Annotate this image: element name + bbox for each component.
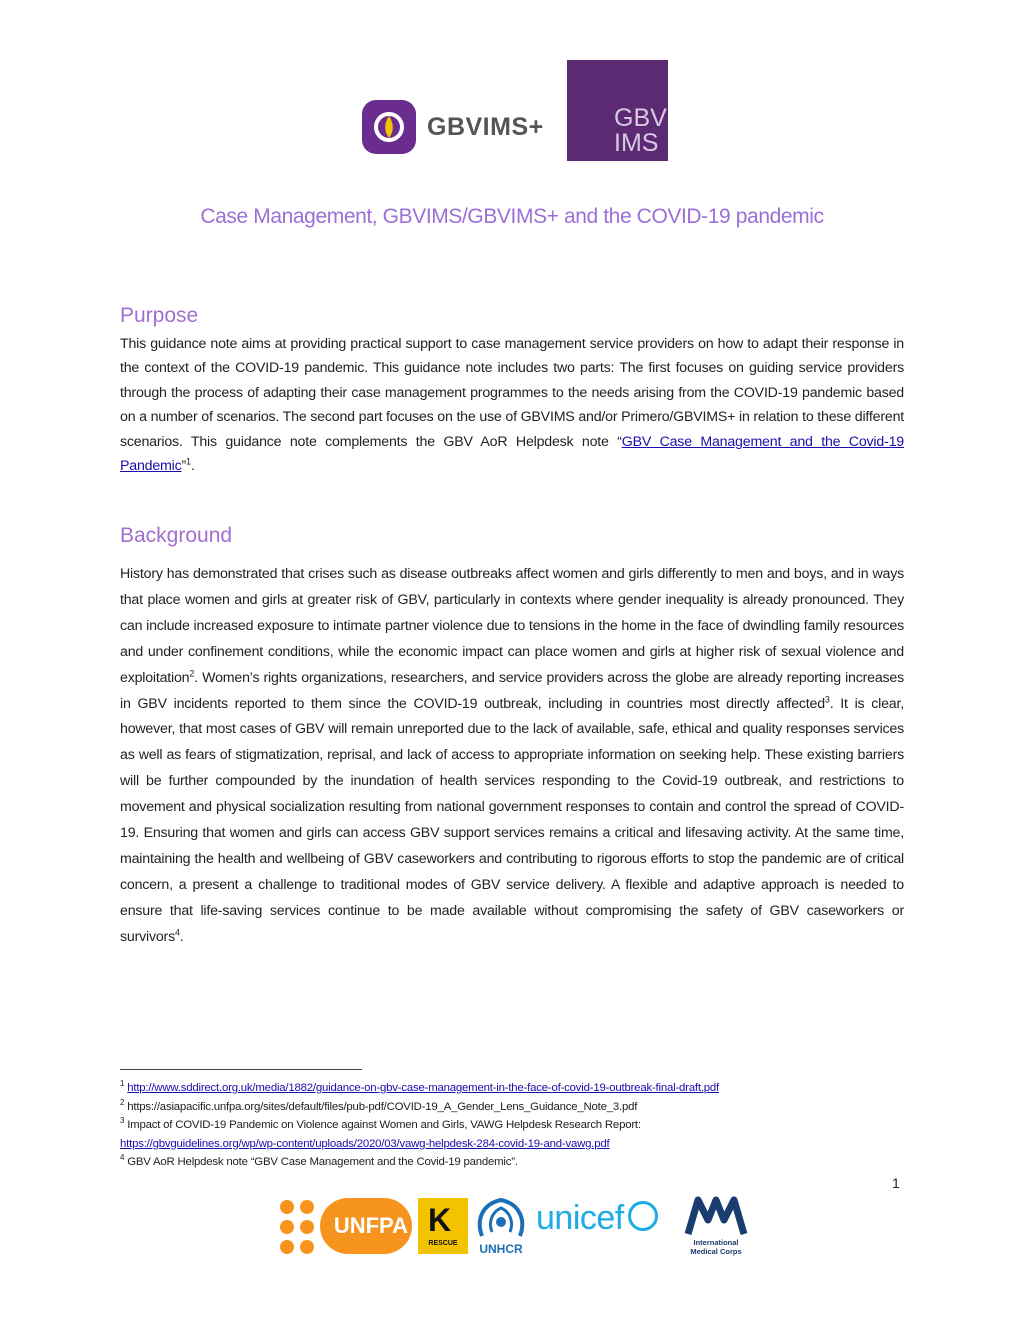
unhcr-logo xyxy=(472,1196,530,1258)
footnote-ref[interactable]: 4 xyxy=(174,926,180,937)
gbvims-logo-line1: GBV xyxy=(614,104,667,132)
footnote-number: 1 xyxy=(120,1079,125,1089)
gbvims-plus-logo xyxy=(362,99,544,155)
unicef-logo xyxy=(536,1198,658,1238)
unfpa-logo: UNFPA xyxy=(320,1198,412,1254)
background-heading: Background xyxy=(120,524,233,547)
unicef-wordmark: unicef xyxy=(536,1199,624,1237)
irc-k-icon: K xyxy=(428,1202,452,1238)
imc-label: International Medical Corps xyxy=(690,1238,742,1256)
gbvims-logo-line2: IMS xyxy=(614,129,659,157)
purpose-quote-close: ” xyxy=(181,458,187,475)
unhcr-label: UNHCR xyxy=(479,1242,523,1256)
irc-label: RESCUE xyxy=(428,1240,458,1247)
background-text: . xyxy=(179,928,184,945)
unhcr-hands-icon xyxy=(472,1196,530,1242)
footnote-3-text: Impact of COVID-19 Pandemic on Violence against Women and Girls, VAWG Helpdesk Research Report: xyxy=(127,1119,641,1132)
imc-logo xyxy=(682,1194,750,1260)
purpose-period: . xyxy=(190,458,195,475)
purpose-paragraph xyxy=(120,332,904,478)
footnote-3-link[interactable]: https://gbvguidelines.org/wp/wp-content/uploads/2020/03/vawg-helpdesk-284-covid-19-and-vawg.pdf xyxy=(120,1137,610,1150)
footnote-4 xyxy=(120,1153,910,1172)
unicef-emblem-icon xyxy=(628,1201,658,1231)
footnote-divider xyxy=(120,1069,362,1070)
background-text: . It is clear, however, that most cases of GBV will remain unreported due to the lack of available, safe, ethical and quality responses services as well as fears of stigmatization, reprisal, and lack of access to appropriate information on seeking help. These existing barriers will be further compounded by the inundation of health services responding to the Covid-19 outbreak, and restrictions to movement and physical socialization resulting from national government responses to contain and control the spread of COVID-19. Ensuring that women and girls can access GBV support services remains a critical and lifesaving activity. At the same time, maintaining the health and wellbeing of GBV caseworkers and contributing to rigorous efforts to stop the pandemic are of critical concern, a present a challenge to traditional modes of GBV service delivery. A flexible and adaptive approach is needed to ensure that life-saving services continue to be made available without compromising the safety of GBV caseworkers or survivors xyxy=(120,695,904,945)
page-number: 1 xyxy=(892,1175,900,1191)
purpose-heading: Purpose xyxy=(120,304,199,327)
imc-figures-icon xyxy=(682,1194,750,1238)
footnote-3 xyxy=(120,1116,910,1135)
footnote-2-text: https://asiapacific.unfpa.org/sites/default/files/pub-pdf/COVID-19_A_Gender_Lens_Guidance_Note_3.pdf xyxy=(127,1100,638,1113)
gbv-case-management-link[interactable]: GBV Case Management and the Covid-19 Pandemic xyxy=(120,433,904,475)
footnote-3-continued xyxy=(120,1135,910,1154)
footnote-ref[interactable]: 2 xyxy=(189,667,195,678)
gbvims-plus-mark-icon xyxy=(362,100,416,154)
footnote-number: 2 xyxy=(120,1097,125,1107)
irc-logo xyxy=(418,1198,468,1254)
gbvims-plus-wordmark: GBVIMS+ xyxy=(427,112,544,141)
partner-logos xyxy=(278,1192,750,1262)
gbvims-logo xyxy=(567,60,668,161)
footnote-4-text: GBV AoR Helpdesk note “GBV Case Management and the Covid-19 pandemic”. xyxy=(127,1156,518,1169)
footnote-2 xyxy=(120,1098,910,1117)
footnote-ref[interactable]: 3 xyxy=(824,693,830,704)
background-paragraph xyxy=(120,562,904,951)
footnote-1-link[interactable]: http://www.sddirect.org.uk/media/1882/guidance-on-gbv-case-management-in-the-face-of-covid-19-outbreak-final-draft.pdf xyxy=(127,1082,720,1094)
footnote-ref[interactable]: 1 xyxy=(186,456,191,467)
footnote-number: 3 xyxy=(120,1116,125,1126)
background-text: History has demonstrated that crises such as disease outbreaks affect women and girls differently to men and boys, and in ways that place women and girls at greater risk of GBV, particularly in contexts where gender inequality is already pronounced. They can include increased exposure to intimate partner violence due to tensions in the home in the face of dwindling family resources and under confinement conditions, while the economic impact can place women and girls at higher risk of sexual violence and exploitation xyxy=(120,566,904,686)
footnote-1 xyxy=(120,1079,910,1098)
background-text: . Women’s rights organizations, researchers, and service providers across the globe are already reporting increases in GBV incidents reported to them since the COVID-19 outbreak, including in countries most directly affected xyxy=(120,669,904,712)
purpose-text: This guidance note aims at providing practical support to case management service providers on how to adapt their response in the context of the COVID-19 pandemic. This guidance note includes two parts: The first focuses on guiding service providers through the process of adapting their case management programmes to the needs arising from the COVID-19 pandemic based on a number of scenarios. The second part focuses on the use of GBVIMS and/or Primero/GBVIMS+ in relation to these different scenarios. This guidance note complements the GBV AoR Helpdesk note “ xyxy=(120,336,904,450)
footnote-number: 4 xyxy=(120,1153,125,1163)
footnotes xyxy=(120,1079,910,1172)
document-title: Case Management, GBVIMS/GBVIMS+ and the COVID-19 pandemic xyxy=(200,205,824,228)
